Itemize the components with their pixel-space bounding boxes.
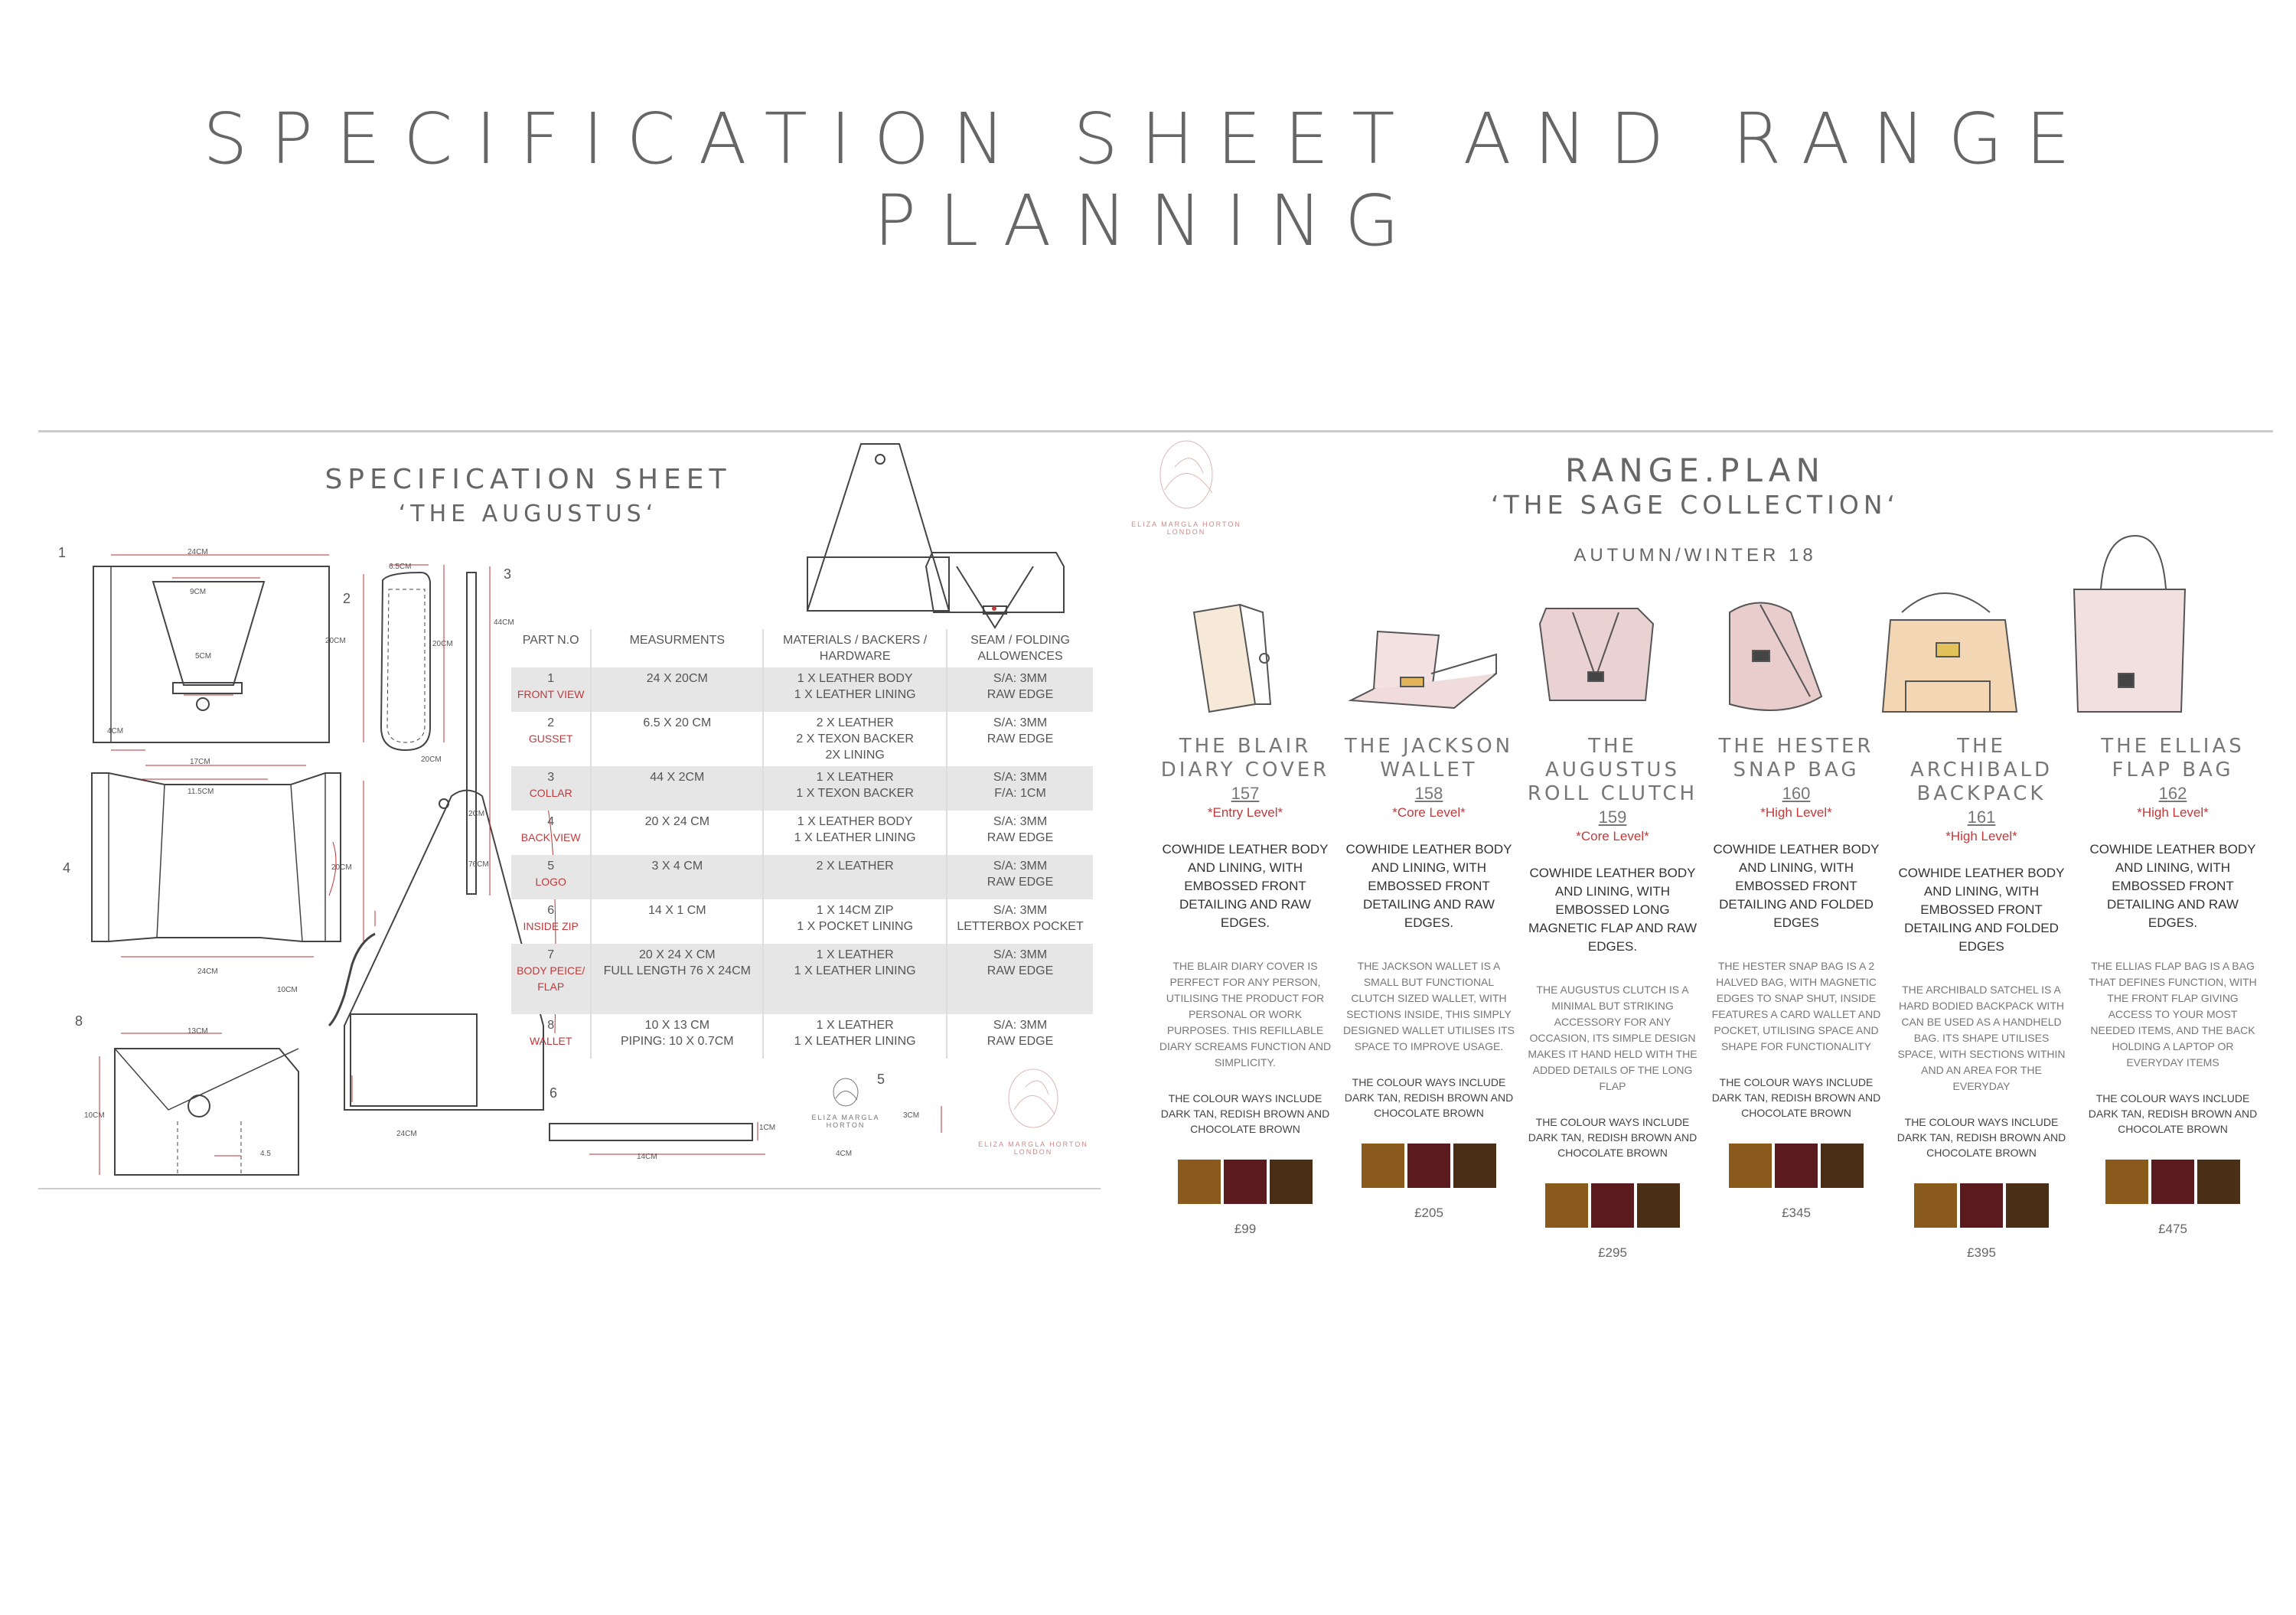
cell-meas: 20 X 24 X CM FULL LENGTH 76 X 24CM <box>591 944 763 1014</box>
dimension-label: 24CM <box>396 1130 417 1138</box>
brand-logo <box>796 1075 895 1129</box>
product-name: THE ARCHIBALD BACKPACK <box>1910 735 2053 805</box>
part-cell <box>511 899 591 944</box>
range-brand-logo <box>1117 436 1255 536</box>
dimension-label: 17CM <box>190 758 210 766</box>
product-name: THE ELLIAS FLAP BAG <box>2101 735 2245 781</box>
product-column <box>1525 735 1701 1261</box>
part-cell <box>511 712 591 766</box>
part-number: 1 <box>547 672 555 685</box>
brand-name: ELIZA MARGLA HORTON <box>1131 520 1241 528</box>
product-level: *Entry Level* <box>1207 805 1283 820</box>
product-illustrations <box>1148 528 2265 727</box>
part-name: GUSSET <box>528 732 573 745</box>
table-header: SEAM / FOLDING ALLOWENCES <box>947 629 1093 667</box>
dimension-label: 44CM <box>494 618 514 627</box>
part-number: 6 <box>550 1085 558 1101</box>
part-cell <box>511 766 591 811</box>
product-description: THE AUGUSTUS CLUTCH IS A MINIMAL BUT STRIKING ACCESSORY FOR ANY OCCASION, ITS SIMPLE DESIGN MAKES IT HAND HELD WITH THE ADDED DETAILS OF THE LONG FLAP <box>1528 984 1698 1092</box>
cell-seam: S/A: 3MM RAW EDGE <box>947 712 1093 766</box>
piece-body-panel <box>351 1014 477 1106</box>
part-name: INSIDE ZIP <box>523 920 579 932</box>
colour-swatch <box>1775 1144 1818 1188</box>
brand-city: LONDON <box>1013 1148 1053 1156</box>
part-number: 4 <box>547 815 555 828</box>
colour-swatch <box>1362 1144 1404 1188</box>
dimension-label: 76CM <box>468 860 489 869</box>
product-colourways: THE COLOUR WAYS INCLUDE DARK TAN, REDISH BROWN AND CHOCOLATE BROWN <box>1896 1116 2066 1159</box>
cell-seam: S/A: 3MM F/A: 1CM <box>947 766 1093 811</box>
range-title: RANGE.PLAN <box>1565 452 1825 489</box>
part-cell <box>511 1014 591 1059</box>
piece-wallet <box>115 1049 298 1175</box>
piece-front-flap <box>153 582 264 685</box>
dimension-label: 13CM <box>188 1027 208 1036</box>
table-header: MATERIALS / BACKERS / HARDWARE <box>763 629 947 667</box>
colour-swatch <box>1407 1144 1450 1188</box>
blair-diary-illustration <box>1194 605 1270 712</box>
product-number: 161 <box>1967 808 1996 827</box>
product-materials: COWHIDE LEATHER BODY AND LINING, WITH EMBOSSED FRONT DETAILING AND RAW EDGES. <box>2089 842 2256 930</box>
product-price: £475 <box>2158 1222 2187 1236</box>
product-description: THE BLAIR DIARY COVER IS PERFECT FOR ANY PERSON, UTILISING THE PRODUCT FOR PERSONAL OR WORK PURPOSES. THIS REFILLABLE DIARY SCREAMS FUNCTION AND SIMPLICITY. <box>1159 960 1332 1069</box>
cell-mat: 1 X LEATHER BODY 1 X LEATHER LINING <box>763 811 947 855</box>
product-description: THE HESTER SNAP BAG IS A 2 HALVED BAG, WITH MAGNETIC EDGES TO SNAP SHUT, INSIDE FEATURES A CARD WALLET AND POCKET, UTILISING SPACE AND SHAPE FOR FUNCTIONALITY <box>1711 960 1881 1052</box>
colour-swatch <box>1914 1183 1957 1228</box>
swatch-row <box>1893 1183 2069 1232</box>
part-number: 8 <box>547 1019 555 1032</box>
cell-meas: 3 X 4 CM <box>591 855 763 899</box>
part-number: 3 <box>504 566 512 582</box>
part-number: 2 <box>343 591 351 606</box>
archibald-backpack-illustration <box>1883 593 2017 712</box>
colour-swatch <box>1637 1183 1680 1228</box>
table-row <box>511 811 1093 855</box>
dimension-label: 20CM <box>421 755 442 764</box>
cell-meas: 10 X 13 CM PIPING: 10 X 0.7CM <box>591 1014 763 1059</box>
product-price: £295 <box>1598 1245 1627 1260</box>
swatch-row <box>1341 1144 1517 1192</box>
product-number: 157 <box>1231 784 1260 803</box>
product-materials: COWHIDE LEATHER BODY AND LINING, WITH EMBOSSED FRONT DETAILING AND RAW EDGES. <box>1345 842 1512 930</box>
product-level: *High Level* <box>1945 829 2017 843</box>
swatch-row <box>2085 1160 2261 1208</box>
part-number: 1 <box>58 545 67 560</box>
cell-mat: 1 X LEATHER 1 X LEATHER LINING <box>763 1014 947 1059</box>
dimension-label: 20CM <box>331 863 352 872</box>
part-name: BACK VIEW <box>520 831 581 843</box>
swatch-row <box>1525 1183 1701 1232</box>
colour-swatch <box>1729 1144 1772 1188</box>
product-column <box>1341 735 1517 1221</box>
product-name: THE JACKSON WALLET <box>1344 735 1514 781</box>
colour-swatch <box>1453 1144 1496 1188</box>
part-cell <box>511 811 591 855</box>
part-number: 3 <box>547 771 555 784</box>
part-cell <box>511 944 591 1014</box>
product-description: THE ARCHIBALD SATCHEL IS A HARD BODIED BACKPACK WITH CAN BE USED AS A HANDHELD BAG. ITS SHAPE UTILISES SPACE, WITH SECTIONS WITHIN AND AN AREA FOR THE EVERYDAY <box>1897 984 2066 1092</box>
colour-swatch <box>2006 1183 2049 1228</box>
dimension-label: 10CM <box>84 1111 105 1120</box>
dimension-label: 2CM <box>468 810 485 818</box>
colour-swatch <box>1591 1183 1634 1228</box>
part-name: FRONT VIEW <box>517 688 585 700</box>
brand-name: ELIZA MARGLA HORTON <box>978 1140 1088 1148</box>
product-description: THE JACKSON WALLET IS A SMALL BUT FUNCTIONAL CLUTCH SIZED WALLET, WITH SECTIONS INSIDE, THIS SIMPLY DESIGNED WALLET UTILISES ITS SPACE TO IMPROVE USAGE. <box>1342 960 1515 1052</box>
product-column <box>1708 735 1884 1221</box>
ellias-flap-illustration <box>2074 536 2185 712</box>
dimension-label: 20CM <box>432 640 453 648</box>
dimension-label: 20CM <box>325 637 346 645</box>
jackson-wallet-illustration <box>1351 631 1496 708</box>
cell-mat: 1 X LEATHER 1 X LEATHER LINING <box>763 944 947 1014</box>
product-materials: COWHIDE LEATHER BODY AND LINING, WITH EMBOSSED LONG MAGNETIC FLAP AND RAW EDGES. <box>1528 866 1698 954</box>
product-level: *High Level* <box>1760 805 1832 820</box>
colour-swatch <box>2197 1160 2240 1204</box>
part-number: 5 <box>547 860 555 873</box>
product-price: £99 <box>1234 1222 1257 1236</box>
colour-swatch <box>2105 1160 2148 1204</box>
table-row <box>511 766 1093 811</box>
swatch-row <box>1157 1160 1333 1208</box>
part-name: WALLET <box>529 1035 572 1047</box>
part-name: COLLAR <box>529 787 572 799</box>
table-row <box>511 944 1093 1014</box>
product-name: THE BLAIR DIARY COVER <box>1160 735 1330 781</box>
product-level: *High Level* <box>2137 805 2209 820</box>
cell-seam: S/A: 3MM LETTERBOX POCKET <box>947 899 1093 944</box>
product-colourways: THE COLOUR WAYS INCLUDE DARK TAN, REDISH BROWN AND CHOCOLATE BROWN <box>1160 1092 1330 1135</box>
table-row <box>511 1014 1093 1059</box>
colour-swatch <box>1224 1160 1267 1204</box>
cell-meas: 6.5 X 20 CM <box>591 712 763 766</box>
dimension-label: 9CM <box>190 588 207 596</box>
product-number: 160 <box>1782 784 1811 803</box>
piece-collar <box>467 573 476 894</box>
range-subtitle: ‘THE SAGE COLLECTION‘ <box>1491 490 1900 520</box>
product-column <box>1157 735 1333 1237</box>
product-colourways: THE COLOUR WAYS INCLUDE DARK TAN, REDISH BROWN AND CHOCOLATE BROWN <box>1344 1076 1514 1119</box>
table-row <box>511 667 1093 712</box>
cell-seam: S/A: 3MM RAW EDGE <box>947 667 1093 712</box>
part-number: 7 <box>547 948 555 961</box>
part-name: LOGO <box>535 876 566 888</box>
part-name: BODY PEICE/ FLAP <box>517 964 585 993</box>
dimension-label: 4.5 <box>260 1150 271 1158</box>
cell-mat: 1 X LEATHER BODY 1 X LEATHER LINING <box>763 667 947 712</box>
product-column <box>1893 735 2069 1261</box>
cell-seam: S/A: 3MM RAW EDGE <box>947 811 1093 855</box>
cell-mat: 2 X LEATHER 2 X TEXON BACKER 2X LINING <box>763 712 947 766</box>
product-materials: COWHIDE LEATHER BODY AND LINING, WITH EMBOSSED FRONT DETAILING AND RAW EDGES. <box>1162 842 1329 930</box>
dimension-label: 24CM <box>197 967 218 976</box>
piece-gusset <box>381 573 430 750</box>
cell-seam: S/A: 3MM RAW EDGE <box>947 1014 1093 1059</box>
part-number: 8 <box>75 1013 83 1029</box>
cell-seam: S/A: 3MM RAW EDGE <box>947 855 1093 899</box>
part-number: 5 <box>877 1072 885 1087</box>
colour-swatch <box>1178 1160 1221 1204</box>
cell-meas: 20 X 24 CM <box>591 811 763 855</box>
brand-name: ELIZA MARGLA HORTON <box>811 1114 880 1129</box>
colour-swatch <box>1270 1160 1313 1204</box>
swatch-row <box>1708 1144 1884 1192</box>
cell-meas: 24 X 20CM <box>591 667 763 712</box>
brand-logo <box>972 1064 1094 1156</box>
dimension-label: 5CM <box>195 652 212 661</box>
part-number: 4 <box>63 860 71 876</box>
table-header: PART N.O <box>522 634 579 647</box>
cell-seam: S/A: 3MM RAW EDGE <box>947 944 1093 1014</box>
cell-mat: 1 X 14CM ZIP 1 X POCKET LINING <box>763 899 947 944</box>
product-level: *Core Level* <box>1392 805 1466 820</box>
dimension-label: 24CM <box>188 548 208 556</box>
illustration-augustus-open <box>807 444 949 611</box>
table-header: MEASURMENTS <box>591 629 763 667</box>
part-number: 2 <box>547 716 555 729</box>
colour-swatch <box>2151 1160 2194 1204</box>
product-level: *Core Level* <box>1576 829 1649 843</box>
product-number: 162 <box>2158 784 2187 803</box>
cell-mat: 1 X LEATHER 1 X TEXON BACKER <box>763 766 947 811</box>
part-cell <box>511 667 591 712</box>
augustus-clutch-illustration <box>1540 608 1653 700</box>
piece-back-view <box>92 773 341 941</box>
table-row <box>511 855 1093 899</box>
dimension-label: 6.5CM <box>389 563 412 571</box>
colour-swatch <box>1960 1183 2003 1228</box>
product-number: 158 <box>1414 784 1443 803</box>
table-row <box>511 899 1093 944</box>
divider <box>38 430 2273 432</box>
spec-subtitle: ‘THE AUGUSTUS‘ <box>398 501 658 527</box>
product-colourways: THE COLOUR WAYS INCLUDE DARK TAN, REDISH BROWN AND CHOCOLATE BROWN <box>1711 1076 1881 1119</box>
product-price: £205 <box>1414 1206 1443 1220</box>
page-title: SPECIFICATION SHEET AND RANGE PLANNING <box>203 98 2093 262</box>
spec-title: SPECIFICATION SHEET <box>325 464 732 495</box>
brand-city: LONDON <box>1166 528 1206 536</box>
dimension-label: 1CM <box>759 1124 776 1132</box>
cell-mat: 2 X LEATHER <box>763 855 947 899</box>
hester-snap-illustration <box>1730 603 1821 711</box>
product-materials: COWHIDE LEATHER BODY AND LINING, WITH EMBOSSED FRONT DETAILING AND FOLDED EDGES <box>1898 866 2065 954</box>
dimension-label: 3CM <box>903 1111 920 1120</box>
product-name: THE AUGUSTUS ROLL CLUTCH <box>1527 735 1698 805</box>
colour-swatch <box>1821 1144 1864 1188</box>
table-row <box>511 712 1093 766</box>
spec-table <box>511 629 1093 1059</box>
dimension-label: 11.5CM <box>188 788 214 796</box>
dimension-label: 4CM <box>107 727 124 736</box>
product-price: £345 <box>1782 1206 1811 1220</box>
cell-meas: 44 X 2CM <box>591 766 763 811</box>
dimension-label: 4CM <box>836 1150 853 1158</box>
product-colourways: THE COLOUR WAYS INCLUDE DARK TAN, REDISH BROWN AND CHOCOLATE BROWN <box>1528 1116 1698 1159</box>
dimension-label: 10CM <box>277 986 298 994</box>
cell-meas: 14 X 1 CM <box>591 899 763 944</box>
product-colourways: THE COLOUR WAYS INCLUDE DARK TAN, REDISH BROWN AND CHOCOLATE BROWN <box>2088 1092 2258 1135</box>
product-price: £395 <box>1967 1245 1996 1260</box>
colour-swatch <box>1545 1183 1588 1228</box>
product-number: 159 <box>1598 808 1627 827</box>
product-materials: COWHIDE LEATHER BODY AND LINING, WITH EMBOSSED FRONT DETAILING AND FOLDED EDGES <box>1713 842 1880 930</box>
part-number: 6 <box>547 904 555 917</box>
product-column <box>2085 735 2261 1237</box>
product-description: THE ELLIAS FLAP BAG IS A BAG THAT DEFINES FUNCTION, WITH THE FRONT FLAP GIVING ACCESS TO YOUR MOST NEEDED ITEMS, AND THE BACK HOLDING A LAPTOP OR EVERYDAY ITEMS <box>2089 960 2257 1069</box>
part-cell <box>511 855 591 899</box>
season-label: AUTUMN/WINTER 18 <box>1574 545 1817 566</box>
piece-inside-zip <box>550 1124 752 1140</box>
spec-bottom-rule <box>38 1188 1101 1189</box>
dimension-label: 14CM <box>637 1153 657 1161</box>
product-name: THE HESTER SNAP BAG <box>1718 735 1874 781</box>
